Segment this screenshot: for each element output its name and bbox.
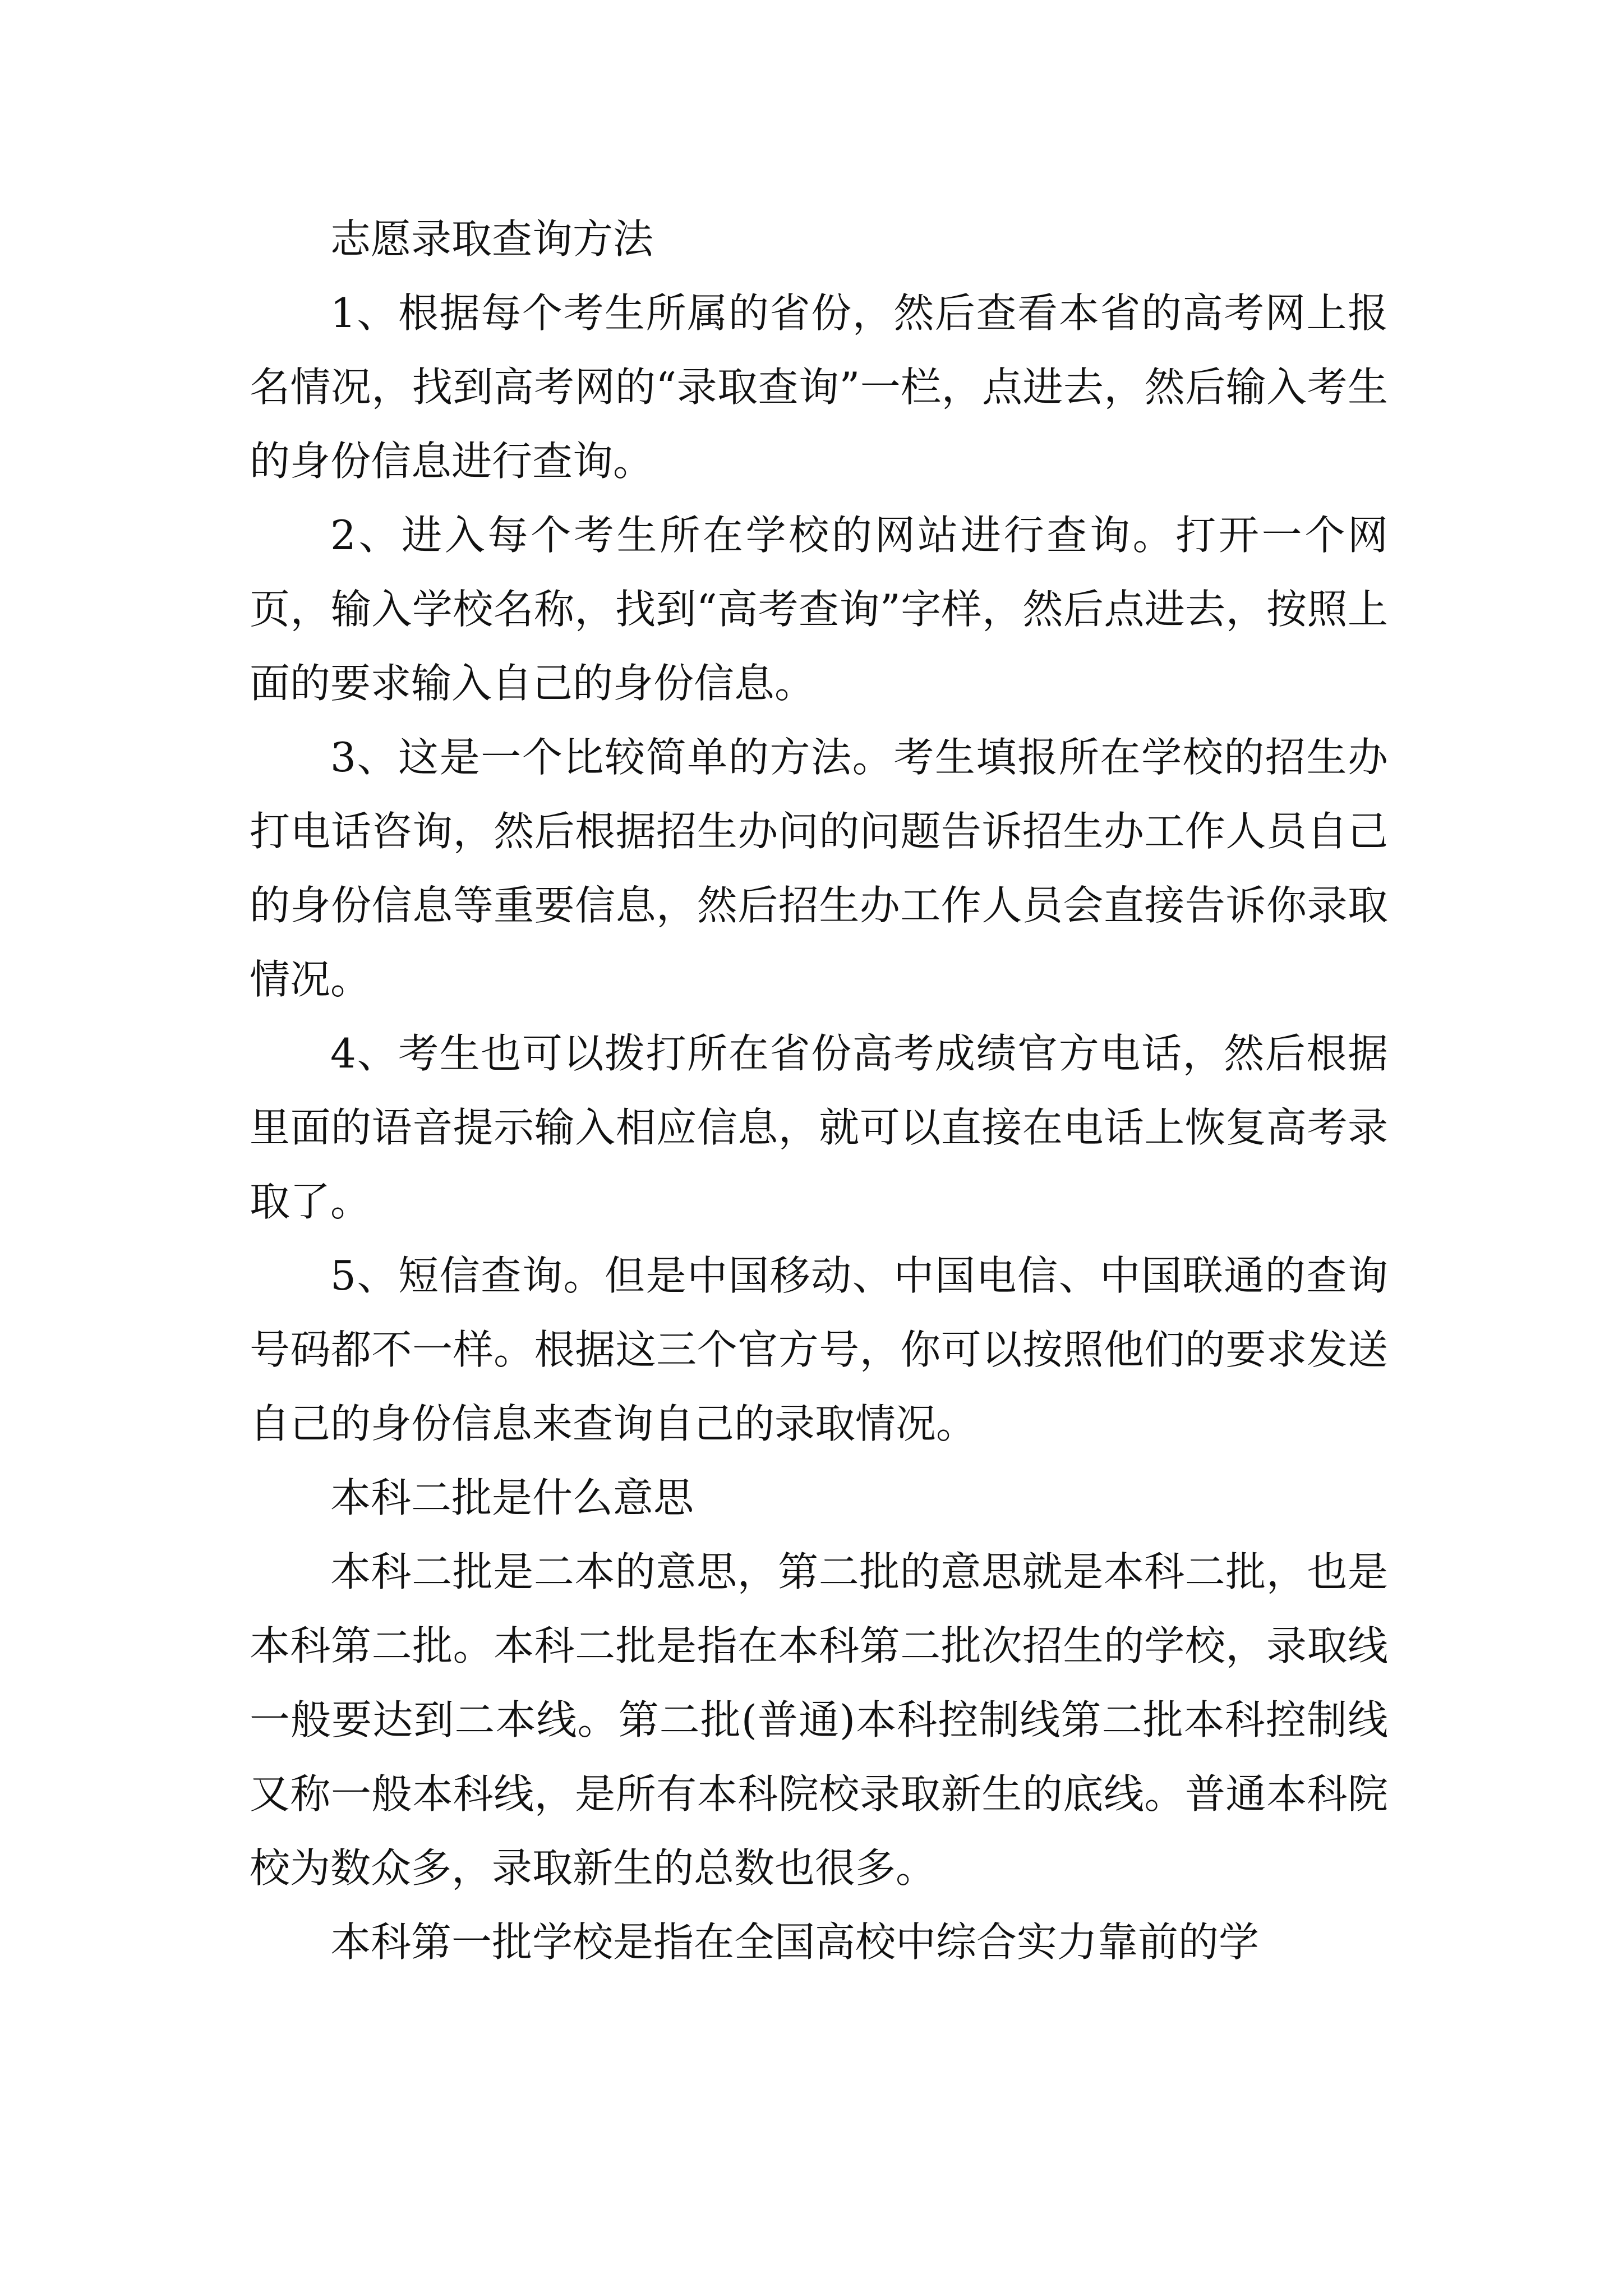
heading-second-batch-meaning: 本科二批是什么意思 xyxy=(330,1474,694,1521)
paragraph-method-5: 5、短信查询。但是中国移动、中国电信、中国联通的查询号码都不一样。根据这三个官方号，你可以按照他们的要求发送自己的身份信息来查询自己的录取情况。 xyxy=(250,1252,1388,1447)
paragraph-method-3: 3、这是一个比较简单的方法。考生填报所在学校的招生办打电话咨询，然后根据招生办问的问题告诉招生办工作人员自己的身份信息等重要信息，然后招生办工作人员会直接告诉你录取情况。 xyxy=(250,734,1388,1003)
paragraph-second-batch-explanation: 本科二批是二本的意思，第二批的意思就是本科二批，也是本科第二批。本科二批是指在本科第二批次招生的学校，录取线一般要达到二本线。第二批(普通)本科控制线第二批本科控制线又称一般本科线，是所有本科院校录取新生的底线。普通本科院校为数众多，录取新生的总数也很多。 xyxy=(250,1548,1388,1892)
paragraph-method-1: 1、根据每个考生所属的省份，然后查看本省的高考网上报名情况，找到高考网的“录取查询”一栏，点进去，然后输入考生的身份信息进行查询。 xyxy=(250,289,1388,485)
paragraph-method-2: 2、进入每个考生所在学校的网站进行查询。打开一个网页，输入学校名称，找到“高考查询”字样，然后点进去，按照上面的要求输入自己的身份信息。 xyxy=(250,512,1388,707)
document-body xyxy=(250,202,1388,1979)
paragraph-first-batch-start: 本科第一批学校是指在全国高校中综合实力靠前的学 xyxy=(330,1918,1260,1966)
paragraph-method-4: 4、考生也可以拨打所在省份高考成绩官方电话，然后根据里面的语音提示输入相应信息，就可以直接在电话上恢复高考录取了。 xyxy=(250,1030,1388,1225)
heading-admission-query-methods: 志愿录取查询方法 xyxy=(330,215,654,263)
